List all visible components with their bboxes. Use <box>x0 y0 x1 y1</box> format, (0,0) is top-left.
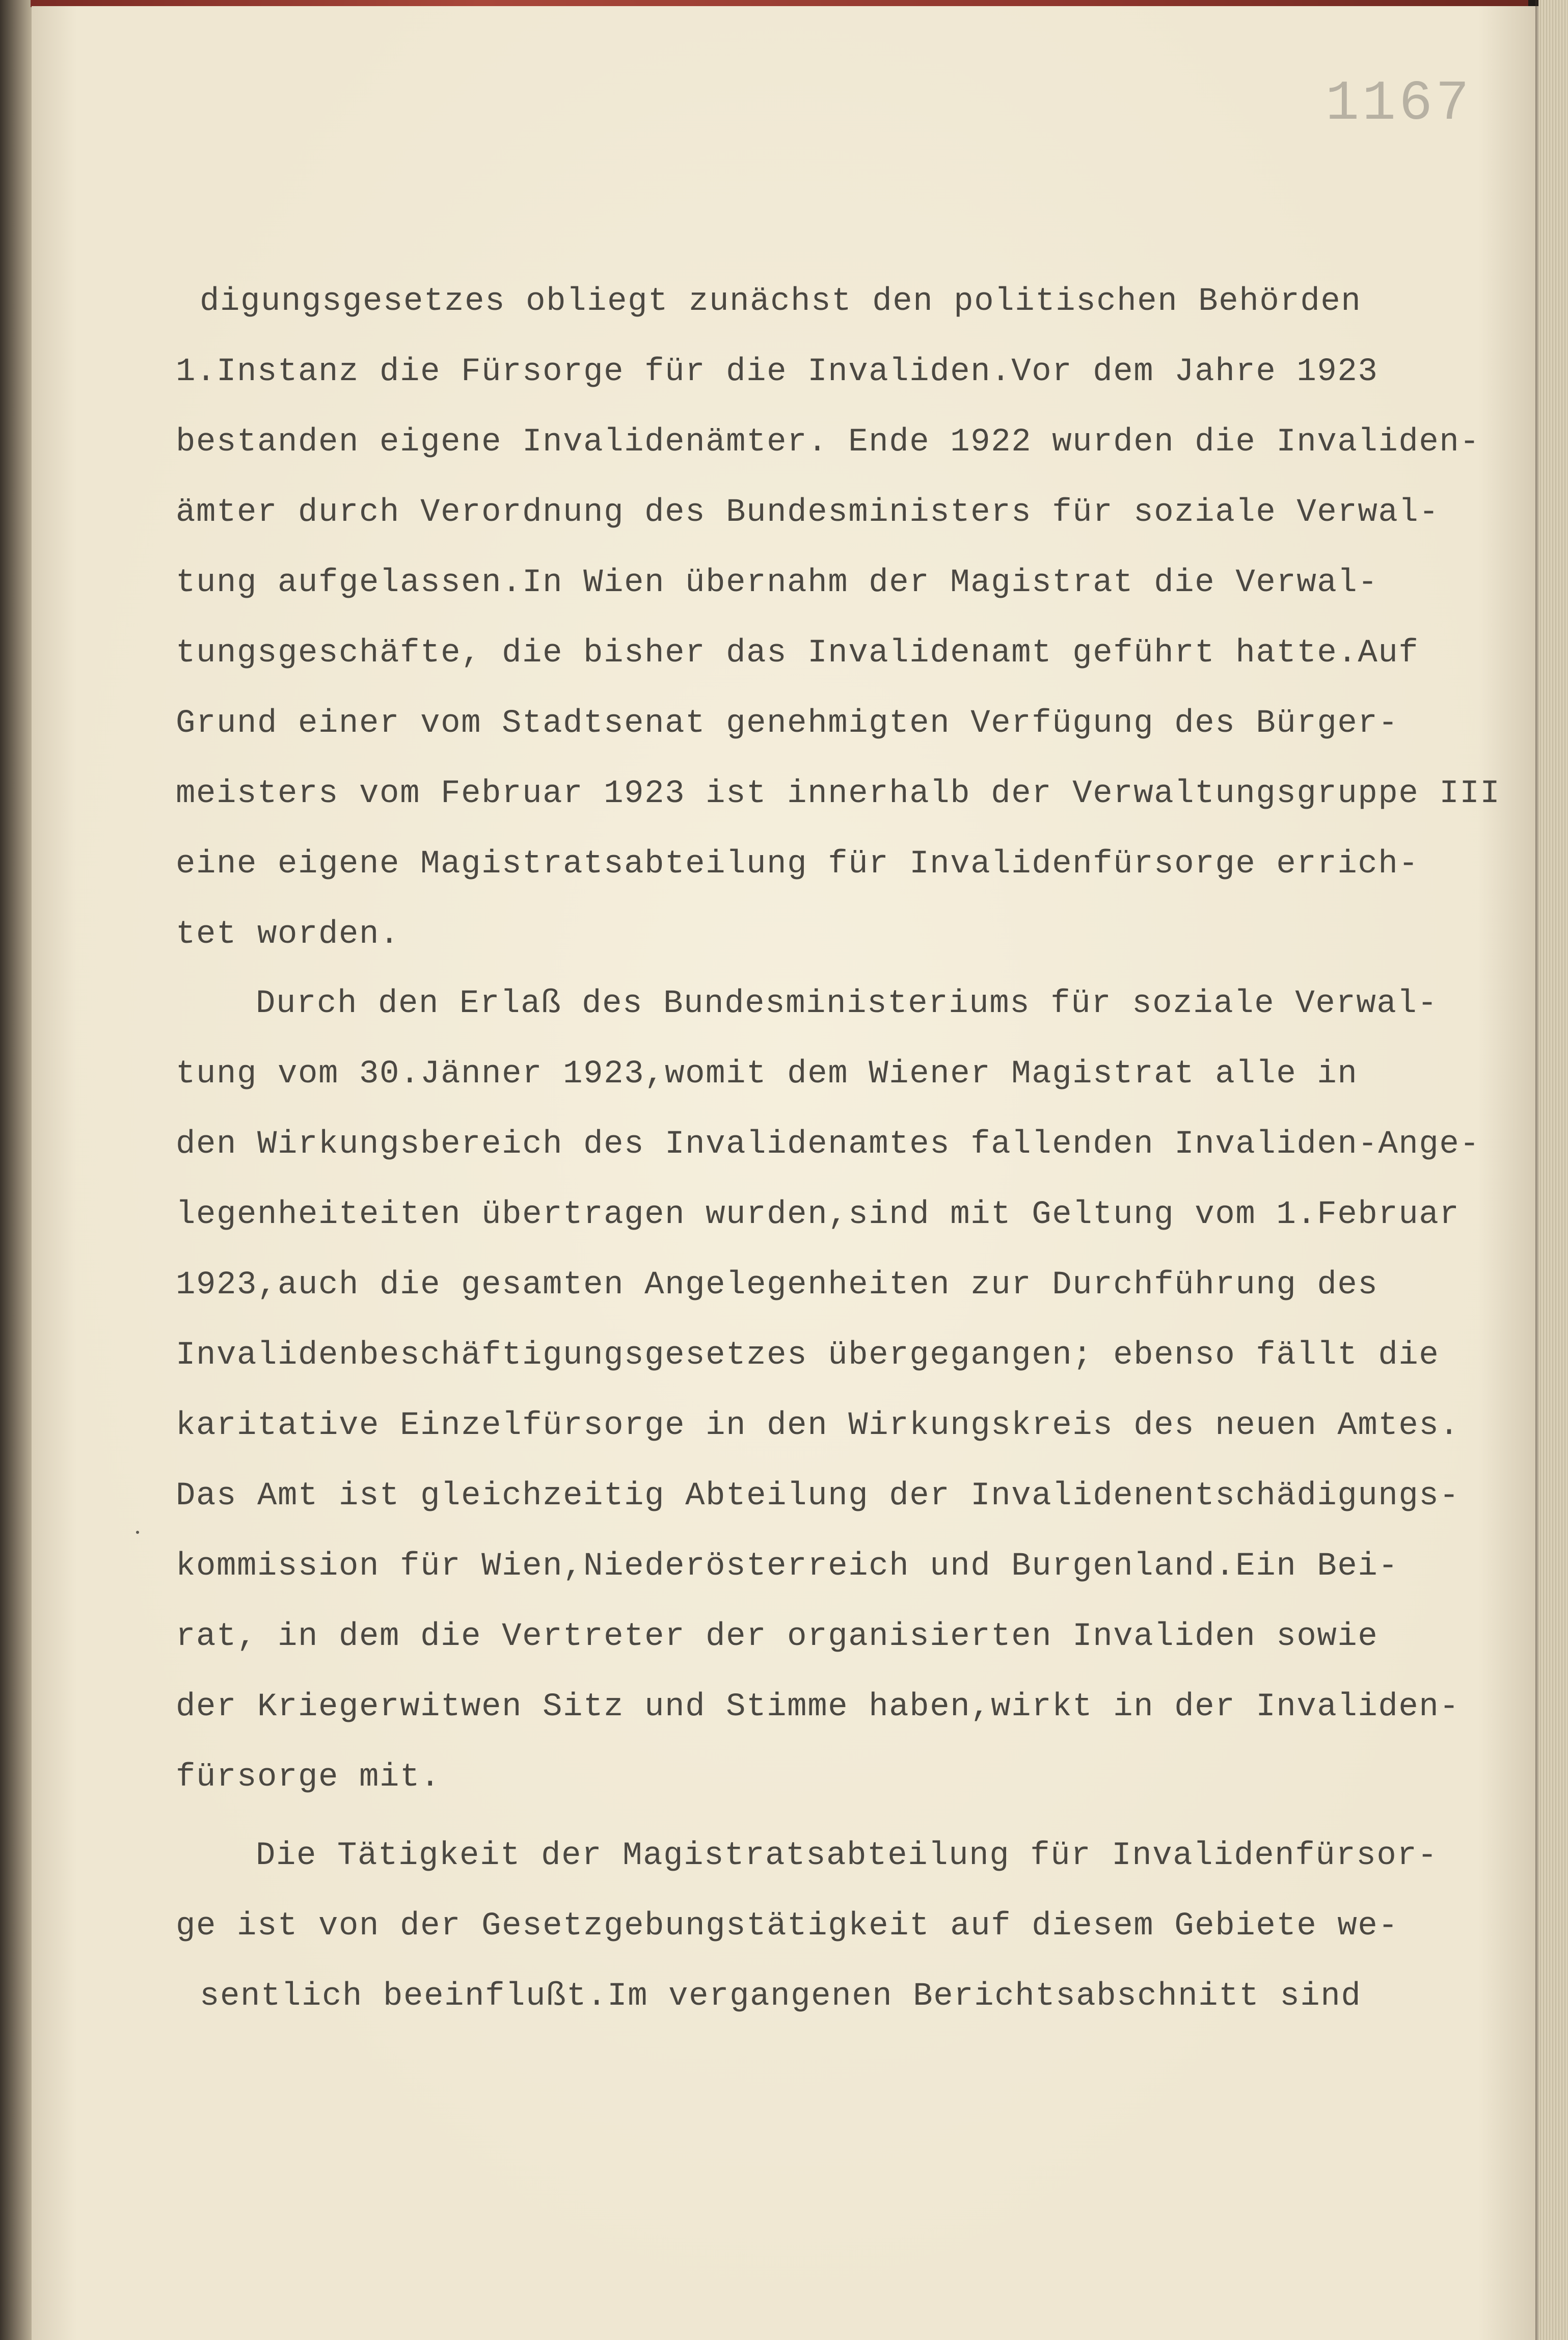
text-line: kommission für Wien,Niederösterreich und Burgenland.Ein Bei- <box>176 1548 1399 1585</box>
text-line: eine eigene Magistratsabteilung für Invalidenfürsorge errich- <box>176 846 1419 883</box>
text-line: meisters vom Februar 1923 ist innerhalb der Verwaltungsgruppe III <box>176 776 1501 812</box>
text-line: legenheiteiten übertragen wurden,sind mit Geltung vom 1.Februar <box>176 1196 1460 1233</box>
text-line: Grund einer vom Stadtsenat genehmigten Verfügung des Bürger- <box>176 705 1399 742</box>
page-number: 1167 <box>1326 72 1473 136</box>
text-line: tung aufgelassen.In Wien übernahm der Magistrat die Verwal- <box>176 565 1378 601</box>
text-line: der Kriegerwitwen Sitz und Stimme haben,wirkt in der Invaliden- <box>176 1689 1460 1725</box>
ink-speck <box>136 1531 139 1534</box>
text-line: fürsorge mit. <box>176 1759 441 1796</box>
text-line: 1923,auch die gesamten Angelegenheiten zur Durchführung des <box>176 1267 1378 1304</box>
text-line: Das Amt ist gleichzeitig Abteilung der Invalidenentschädigungs- <box>176 1478 1460 1514</box>
text-line: Invalidenbeschäftigungsgesetzes übergegangen; ebenso fällt die <box>176 1337 1440 1374</box>
text-line: tet worden. <box>176 916 400 953</box>
text-line: karitative Einzelfürsorge in den Wirkungskreis des neuen Amtes. <box>176 1407 1460 1444</box>
text-line: tung vom 30.Jänner 1923,womit dem Wiener Magistrat alle in <box>176 1056 1358 1093</box>
text-line: Durch den Erlaß des Bundesministeriums für soziale Verwal- <box>256 986 1438 1022</box>
stacked-page-edges <box>1538 0 1568 2340</box>
text-line: den Wirkungsbereich des Invalidenamtes fallenden Invaliden-Ange- <box>176 1126 1480 1163</box>
text-line: 1.Instanz die Fürsorge für die Invaliden.Vor dem Jahre 1923 <box>176 354 1378 390</box>
text-line: ge ist von der Gesetzgebungstätigkeit auf diesem Gebiete we- <box>176 1908 1399 1945</box>
document-page <box>32 6 1538 2340</box>
text-line: Die Tätigkeit der Magistratsabteilung für Invalidenfürsor- <box>256 1838 1438 1874</box>
text-line: sentlich beeinflußt.Im vergangenen Berichtsabschnitt sind <box>200 1978 1362 2015</box>
text-line: rat, in dem die Vertreter der organisierten Invaliden sowie <box>176 1618 1378 1655</box>
text-line: bestanden eigene Invalidenämter. Ende 1922 wurden die Invaliden- <box>176 424 1480 461</box>
text-line: tungsgeschäfte, die bisher das Invalidenamt geführt hatte.Auf <box>176 635 1419 672</box>
text-line: digungsgesetzes obliegt zunächst den politischen Behörden <box>200 283 1362 320</box>
text-line: ämter durch Verordnung des Bundesministers für soziale Verwal- <box>176 494 1440 531</box>
book-spine <box>0 0 32 2340</box>
